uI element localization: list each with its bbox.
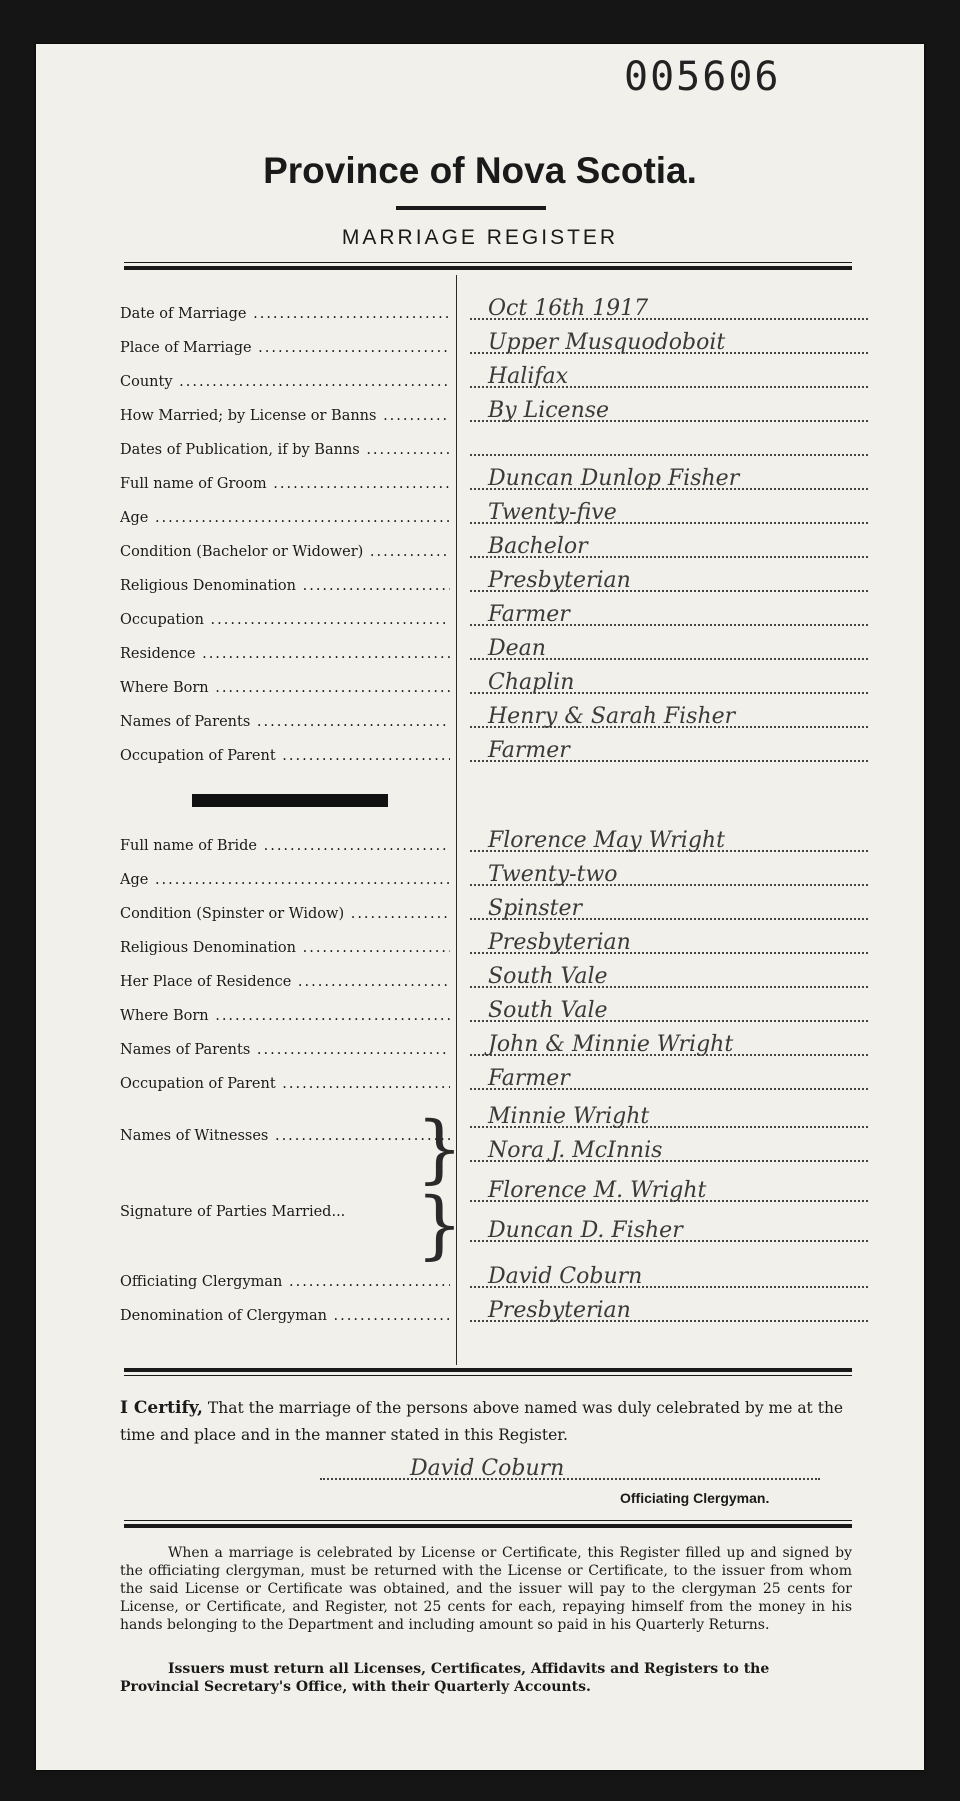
certify-divider-thick <box>124 1368 852 1372</box>
fill-line <box>470 454 868 456</box>
field-label: Names of Witnesses ..... <box>120 1128 450 1144</box>
field-bride-name <box>120 822 868 856</box>
field-value: Twenty-five <box>488 500 617 525</box>
field-value: John & Minnie Wright <box>488 1032 734 1057</box>
field-label: Names of Parents ..... <box>120 714 450 730</box>
instructions-notice: When a marriage is celebrated by License or Certificate, this Register filled up and signed by the officiating clergyman, must be returned with the License or Certificate, to the issuer from whom the said License or Certificate was obtained, and the issuer will pay to the clergyman 25 cents for License, or Certificate, and Register, not 25 cents for each, repaying himself from the money in his hands belonging to the Department and including amount so paid in his Quarterly Returns. <box>120 1545 852 1633</box>
field-bride-residence <box>120 958 868 992</box>
stamp-number: 005606 <box>624 54 781 100</box>
certify-signature-line <box>320 1448 820 1484</box>
field-witness-2 <box>120 1128 868 1166</box>
field-label: Religious Denomination ..... <box>120 940 450 956</box>
field-value: Presbyterian <box>488 568 631 593</box>
certify-signature: David Coburn <box>410 1456 565 1481</box>
field-officiating-clergyman <box>120 1258 868 1292</box>
title-underline <box>396 206 546 210</box>
field-value: Duncan D. Fisher <box>488 1218 683 1243</box>
field-value: Upper Musquodoboit <box>488 330 726 355</box>
field-bride-parent-occupation <box>120 1060 868 1094</box>
field-label: Full name of Groom ..... <box>120 476 450 492</box>
field-bride-condition <box>120 890 868 924</box>
field-label: Names of Parents ..... <box>120 1042 450 1058</box>
field-groom-age <box>120 494 868 528</box>
field-value: By License <box>488 398 610 423</box>
field-how-married <box>120 392 868 426</box>
field-label: County ..... <box>120 374 450 390</box>
field-value: Oct 16th 1917 <box>488 296 649 321</box>
field-value: Presbyterian <box>488 1298 631 1323</box>
field-value: Bachelor <box>488 534 588 559</box>
field-label: Condition (Bachelor or Widower) ..... <box>120 544 450 560</box>
field-value: Florence M. Wright <box>488 1178 707 1203</box>
page-title: Province of Nova Scotia. <box>263 150 697 191</box>
field-value: Farmer <box>488 1066 570 1091</box>
field-label: Occupation of Parent ..... <box>120 748 450 764</box>
field-label: Date of Marriage ..... <box>120 306 450 322</box>
field-value: Twenty-two <box>488 862 618 887</box>
field-bride-parents <box>120 1026 868 1060</box>
certify-body: That the marriage of the persons above named was duly celebrated by me at the time and place and in the manner stated in this Register. <box>120 1399 844 1444</box>
field-groom-name <box>120 460 868 494</box>
field-groom-residence <box>120 630 868 664</box>
field-value: South Vale <box>488 998 608 1023</box>
field-county <box>120 358 868 392</box>
field-label: Religious Denomination ..... <box>120 578 450 594</box>
field-label: Dates of Publication, if by Banns ..... <box>120 442 450 458</box>
field-clergy-denomination <box>120 1292 868 1326</box>
header-divider-thick <box>124 266 852 270</box>
certify-role: Officiating Clergyman. <box>620 1490 770 1506</box>
field-value: Florence May Wright <box>488 828 725 853</box>
field-groom-religion <box>120 562 868 596</box>
field-groom-parent-occupation <box>120 732 868 766</box>
field-label: How Married; by License or Banns ..... <box>120 408 450 424</box>
field-value: Nora J. McInnis <box>488 1138 663 1163</box>
field-groom-condition <box>120 528 868 562</box>
field-label: Occupation of Parent ..... <box>120 1076 450 1092</box>
field-bride-age <box>120 856 868 890</box>
field-label: Condition (Spinster or Widow) ..... <box>120 906 450 922</box>
field-label: Full name of Bride ..... <box>120 838 450 854</box>
field-signature-groom <box>120 1204 868 1246</box>
certify-lead: I Certify, <box>120 1398 203 1418</box>
field-groom-occupation <box>120 596 868 630</box>
field-signature-bride <box>120 1172 868 1206</box>
field-label: Denomination of Clergyman ..... <box>120 1308 450 1324</box>
field-value: Minnie Wright <box>488 1104 650 1129</box>
field-value: Farmer <box>488 738 570 763</box>
field-label: Officiating Clergyman ..... <box>120 1274 450 1290</box>
field-dates-of-publication <box>120 426 868 460</box>
field-label: Her Place of Residence ..... <box>120 974 450 990</box>
notice-divider-thick <box>124 1524 852 1528</box>
field-bride-birthplace <box>120 992 868 1026</box>
signature-brace: } <box>416 1182 464 1268</box>
field-label: Where Born ..... <box>120 680 450 696</box>
field-value: David Coburn <box>488 1264 643 1289</box>
certification-text <box>120 1395 860 1449</box>
field-place-of-marriage <box>120 324 868 358</box>
field-label: Where Born ..... <box>120 1008 450 1024</box>
field-value: Presbyterian <box>488 930 631 955</box>
field-value: Spinster <box>488 896 583 921</box>
field-value: Dean <box>488 636 546 661</box>
page-subtitle: MARRIAGE REGISTER <box>341 226 619 249</box>
notice-divider-thin <box>124 1520 852 1521</box>
field-label: Residence ..... <box>120 646 450 662</box>
field-groom-parents <box>120 698 868 732</box>
field-value: Chaplin <box>488 670 575 695</box>
section-separator-bar <box>192 794 388 807</box>
certify-divider-thin <box>124 1375 852 1376</box>
field-witness-1 <box>120 1098 868 1132</box>
field-label: Age ..... <box>120 510 450 526</box>
field-value: Farmer <box>488 602 570 627</box>
instructions-return: Issuers must return all Licenses, Certificates, Affidavits and Registers to the Provincial Secretary's Office, with their Quarterly Accounts. <box>120 1661 770 1695</box>
field-label: Place of Marriage ..... <box>120 340 450 356</box>
field-value: South Vale <box>488 964 608 989</box>
field-label: Occupation ..... <box>120 612 450 628</box>
field-value: Duncan Dunlop Fisher <box>488 466 740 491</box>
fill-line <box>320 1478 820 1480</box>
field-date-of-marriage <box>120 290 868 324</box>
field-value: Henry & Sarah Fisher <box>488 704 736 729</box>
field-label: Age ..... <box>120 872 450 888</box>
field-label: Signature of Parties Married... <box>120 1204 346 1220</box>
field-value: Halifax <box>488 364 569 389</box>
header-divider-thin <box>124 262 852 263</box>
field-bride-religion <box>120 924 868 958</box>
witness-brace: } <box>416 1106 464 1192</box>
field-groom-birthplace <box>120 664 868 698</box>
